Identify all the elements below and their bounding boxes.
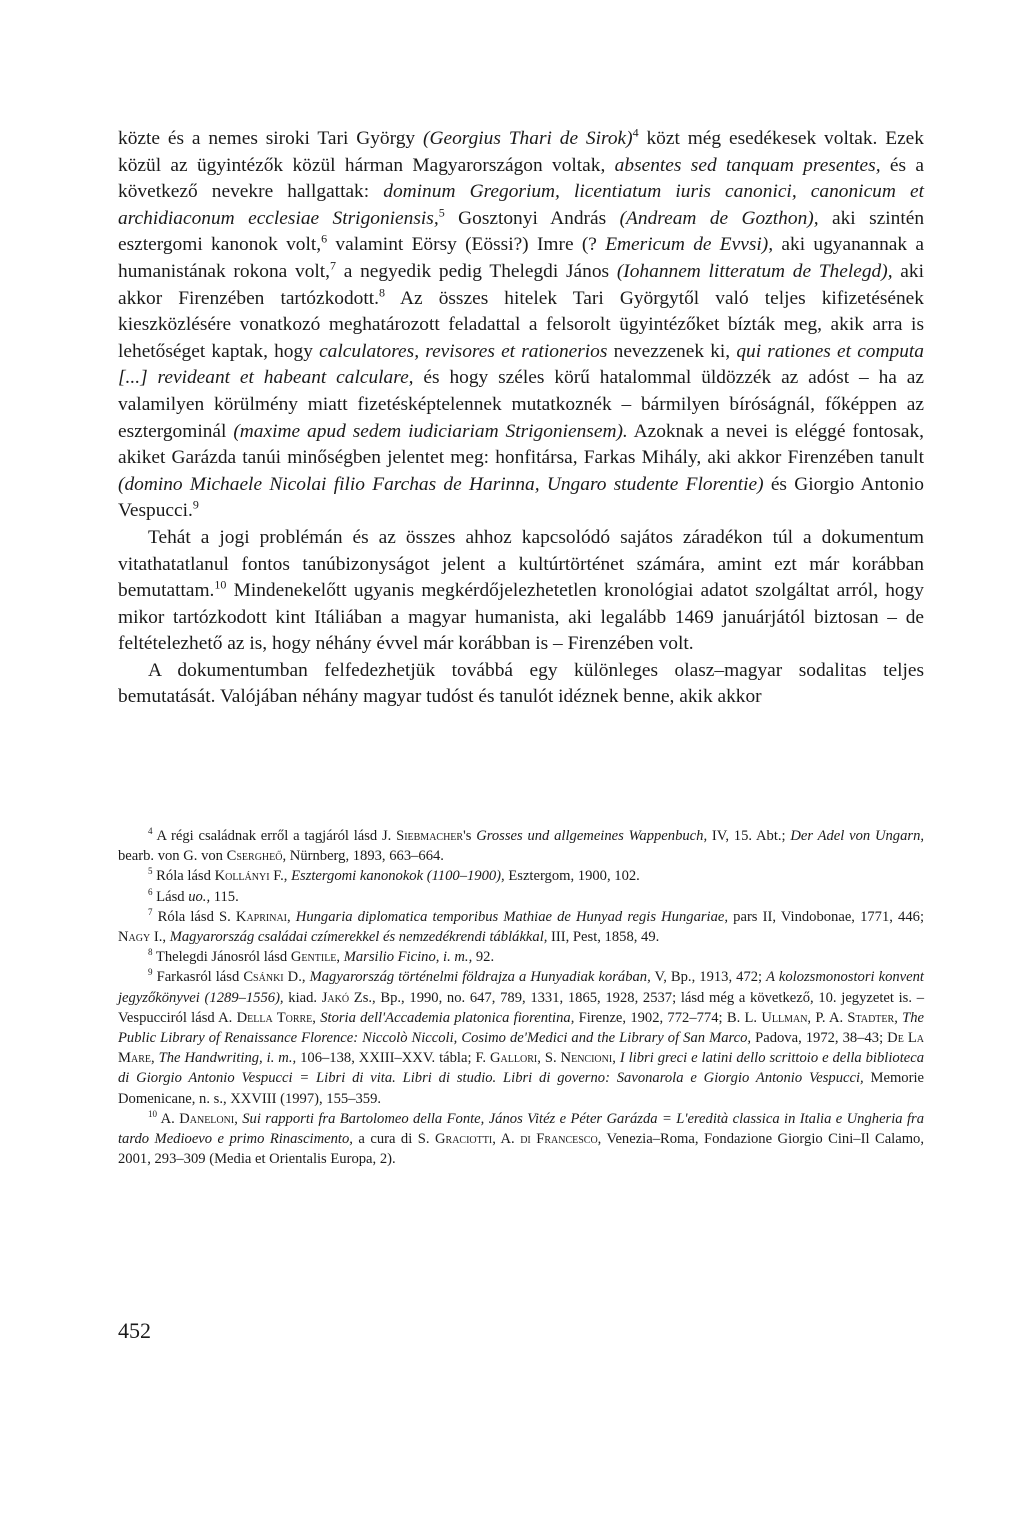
latin-phrase: Emericum de Evvsi), xyxy=(605,234,774,256)
footnote-ref-10[interactable]: 10 xyxy=(214,577,227,592)
footnote-ref-5[interactable]: 5 xyxy=(438,205,445,220)
footnote-5 xyxy=(118,866,924,886)
author-name: Gentile xyxy=(290,949,337,966)
text-run: , xyxy=(894,1009,903,1026)
footnote-number: 6 xyxy=(148,886,153,897)
main-text xyxy=(118,126,924,711)
footnote-8 xyxy=(118,947,924,967)
footnote-7 xyxy=(118,907,924,947)
text-run: , xyxy=(336,949,344,966)
author-name: Graciotti xyxy=(435,1131,493,1148)
footnote-number: 8 xyxy=(148,947,153,958)
author-name: Stadter xyxy=(847,1009,895,1026)
text-run: aki ugyanannak a humanistának rokona volt, xyxy=(118,234,924,282)
latin-phrase: (Georgius Thari de Sirok) xyxy=(423,128,633,149)
author-name: Kollányi xyxy=(214,868,270,885)
footnote-number: 4 xyxy=(148,826,153,837)
text-run: 92. xyxy=(472,949,495,966)
text-run: , xyxy=(287,908,296,925)
work-title: A kolozsmonostori konvent jegyzőkönyvei (1289–1556), xyxy=(118,969,924,1006)
text-run: aki akkor Firenzében tartózkodott. xyxy=(118,260,924,309)
latin-phrase: (domino Michaele Nicolai filio Farchas de Harinna, Ungaro studente Florentie) xyxy=(118,473,764,495)
author-name: Siebmacher xyxy=(396,828,464,844)
text-run: kiad. xyxy=(283,989,322,1006)
text-run: Az összes hitelek Tari Györgytől való teljes kifizetésének kieszközlésére vonatkozó meghatározott feladattal a felsorolt ügyintézőket bízták meg, akik arra is lehetőséget kaptak, hogy xyxy=(118,287,924,362)
text-run: közt még esedékesek voltak. Ezek közül az ügyintézők közül hárman Magyarországon voltak, xyxy=(118,128,924,176)
footnote-number: 5 xyxy=(148,866,153,877)
work-title: Marsilio Ficino, i. m., xyxy=(343,949,473,966)
text-run: és hogy széles körű hatalommal üldözzék az adóst – ha az valamilyen körülmény miatt fizetésképtelennek mutatkoznék – bármilyen bíróságnál, főképpen az esztergominál xyxy=(118,367,924,442)
author-name: Ullman xyxy=(761,1009,808,1026)
text-run: Padova, 1972, 38–43; xyxy=(751,1030,888,1047)
latin-phrase: (maxime apud sedem iudiciariam Strigoniensem). xyxy=(233,420,628,442)
text-run: aki szintén esztergomi kanonok volt, xyxy=(118,207,925,256)
text-run: , xyxy=(312,1009,321,1026)
work-title: The Handwriting, i. m., xyxy=(158,1050,297,1067)
text-run: D., xyxy=(283,969,310,986)
text-run: Azoknak a nevei is eléggé fontosak, akiket Garázda tanúi minőségben jelentet meg: honfitársa, Farkas Mihály, aki akkor Firenzében tanult xyxy=(118,420,924,469)
text-run: Róla lásd S. xyxy=(152,908,236,925)
work-title: Sui rapporti fra Bartolomeo della Fonte, János Vitéz e Péter Garázda = L'eredità classica in Italia e Ungheria fra tardo Medioevo e primo Rinascimento, xyxy=(118,1110,925,1148)
text-run: Tehát a jogi problémán és az összes ahhoz kapcsolódó sajátos záradékon túl a dokumentum vitathatatlanul fontos tanúbizonyságot jelent a kultúrtörténet számára, amint ezt már korábban bemutattam. xyxy=(118,526,924,602)
work-title: Storia dell'Accademia platonica fiorentina, xyxy=(320,1009,575,1026)
paragraph-3: A dokumentumban felfedezhetjük továbbá egy különleges olasz–magyar sodalitas teljes bemutatását. Valójában néhány magyar tudóst és tanulót idéznek benne, akik akkor xyxy=(118,659,924,708)
text-run: A régi családnak erről a tagjáról lásd J. xyxy=(152,828,397,844)
work-title: I libri greci e latini dello scrittoio e della biblioteca di Giorgio Antonio Vespucci = Libri di vita. Libri di studio. Libri di governo: Savonarola e Giorgio Antonio Vespucci, xyxy=(118,1050,925,1087)
text-run: , Nürnberg, 1893, 663–664. xyxy=(282,848,444,865)
work-title: Magyarország történelmi földrajza a Hunyadiak korában, xyxy=(309,969,651,986)
page-body xyxy=(118,126,924,711)
text-run: I., xyxy=(150,929,170,946)
work-title: Der Adel von Ungarn, xyxy=(790,828,925,844)
footnote-10 xyxy=(118,1109,924,1170)
text-run: 's xyxy=(463,828,477,844)
text-run: , A. xyxy=(492,1131,521,1148)
text-run: közte és a nemes siroki Tari György xyxy=(118,128,423,149)
text-run: Zs., Bp., 1990, no. 647, 789, 1331, 1865, 1928, 2537; lásd még a következő, 10. jegyzetet is. – Vespucciról lásd A. xyxy=(118,989,925,1026)
text-run: Memorie Domenicane, n. s., XXVIII (1997), 155–359. xyxy=(118,1070,924,1107)
footnote-ref-9[interactable]: 9 xyxy=(192,497,199,512)
text-run: A. xyxy=(157,1110,180,1127)
text-run: Esztergom, 1900, 102. xyxy=(504,868,640,885)
text-run: 106–138, XXIII–XXV. tábla; F. xyxy=(296,1050,491,1067)
text-run: a cura di S. xyxy=(352,1131,435,1148)
author-name: Csergheő xyxy=(226,848,283,865)
footnote-6 xyxy=(118,887,924,907)
text-run: nevezzenek ki, xyxy=(607,340,737,362)
text-run: III, Pest, 1858, 49. xyxy=(547,929,660,946)
text-run: , xyxy=(234,1110,243,1127)
work-title: The Public Library of Renaissance Florence: Niccolò Niccoli, Cosimo de'Medici and the Library of San Marco, xyxy=(118,1009,924,1047)
latin-phrase: qui rationes et computa [...] revideant et habeant calculare, xyxy=(118,340,924,389)
author-name: Csánki xyxy=(243,969,284,986)
author-name: di Francesco xyxy=(520,1131,598,1148)
latin-phrase: (Iohannem litteratum de Thelegd), xyxy=(616,260,893,282)
text-run: és Giorgio Antonio Vespucci. xyxy=(118,473,925,522)
text-run: 115. xyxy=(210,888,239,905)
footnote-number: 10 xyxy=(148,1108,158,1119)
text-run: Gosztonyi András xyxy=(444,207,620,229)
footnote-4 xyxy=(118,826,924,866)
author-name: Della Torre xyxy=(236,1009,313,1026)
text-run: Farkasról lásd xyxy=(152,969,244,986)
author-name: Gallori xyxy=(490,1050,538,1067)
text-run: F., xyxy=(269,868,292,885)
footnote-ref-6[interactable]: 6 xyxy=(321,231,328,246)
work-title: Hungaria diplomatica temporibus Mathiae de Hunyad regis Hungariae, xyxy=(295,908,729,925)
paragraph-2 xyxy=(118,525,924,658)
text-run: , xyxy=(150,1050,159,1067)
footnote-number: 7 xyxy=(148,906,153,917)
text-run: Mindenekelőtt ugyanis megkérdőjelezhetetlen kronológiai adatot szolgáltat arról, hogy mikor tartózkodott kint Itáliában a magyar humanista, aki legalább 1469 januárjától biztosan – de feltételezhető az is, hogy néhány évvel már korábban is – Firenzében volt. xyxy=(118,580,924,655)
latin-phrase: dominum Gregorium, licentiatum iuris canonici, canonicum et archidiaconum ecclesiae Strigoniensis, xyxy=(118,181,924,229)
text-run: IV, 15. Abt.; xyxy=(707,828,791,844)
text-run: Firenze, 1902, 772–774; B. L. xyxy=(574,1009,762,1026)
paragraph-1 xyxy=(118,126,924,525)
text-run: pars II, Vindobonae, 1771, 446; xyxy=(728,908,924,925)
footnote-ref-4[interactable]: 4 xyxy=(632,125,639,140)
footnote-number: 9 xyxy=(148,967,153,978)
text-run: Róla lásd xyxy=(152,868,215,885)
text-run: valamint Eörsy (Eössi?) Imre (? xyxy=(327,234,606,256)
work-title: Grosses und allgemeines Wappenbuch, xyxy=(476,828,708,844)
author-name: Nagy xyxy=(118,929,151,946)
author-name: Daneloni xyxy=(179,1110,235,1127)
author-name: Jakó xyxy=(321,989,350,1006)
text-run: Lásd xyxy=(152,888,189,905)
text-run: , S. xyxy=(537,1050,561,1067)
text-run: és a következő nevekre hallgattak: xyxy=(118,154,924,203)
text-run: , xyxy=(612,1050,620,1067)
latin-phrase: calculatores, revisores et rationerios xyxy=(319,340,608,362)
author-name: Nencioni xyxy=(560,1050,613,1067)
page-number: 452 xyxy=(118,1318,151,1343)
latin-phrase: absentes sed tanquam presentes, xyxy=(614,154,881,176)
work-title: Magyarország családai czímerekkel és nemzedékrendi táblákkal, xyxy=(169,929,548,946)
footnotes xyxy=(118,826,924,1169)
footnote-ref-7[interactable]: 7 xyxy=(330,258,337,273)
latin-phrase: (Andream de Gozthon), xyxy=(619,207,819,229)
text-run: bearb. von G. von xyxy=(118,848,227,865)
text-run: Thelegdi Jánosról lásd xyxy=(152,949,291,966)
text-run: V, Bp., 1913, 472; xyxy=(650,969,767,986)
author-name: Kaprinai xyxy=(235,908,288,925)
text-run: a negyedik pedig Thelegdi János xyxy=(336,260,617,282)
text-run: , P. A. xyxy=(807,1009,848,1026)
footnote-ref-8[interactable]: 8 xyxy=(378,285,385,300)
work-title: uo., xyxy=(188,888,211,905)
author-name: De La Mare xyxy=(118,1030,924,1067)
work-title: Esztergomi kanonokok (1100–1900), xyxy=(291,868,505,885)
text-run: , Venezia–Roma, Fondazione Giorgio Cini–Il Calamo, 2001, 293–309 (Media et Orientalis Europa, 2). xyxy=(118,1131,925,1168)
footnote-9 xyxy=(118,967,924,1108)
